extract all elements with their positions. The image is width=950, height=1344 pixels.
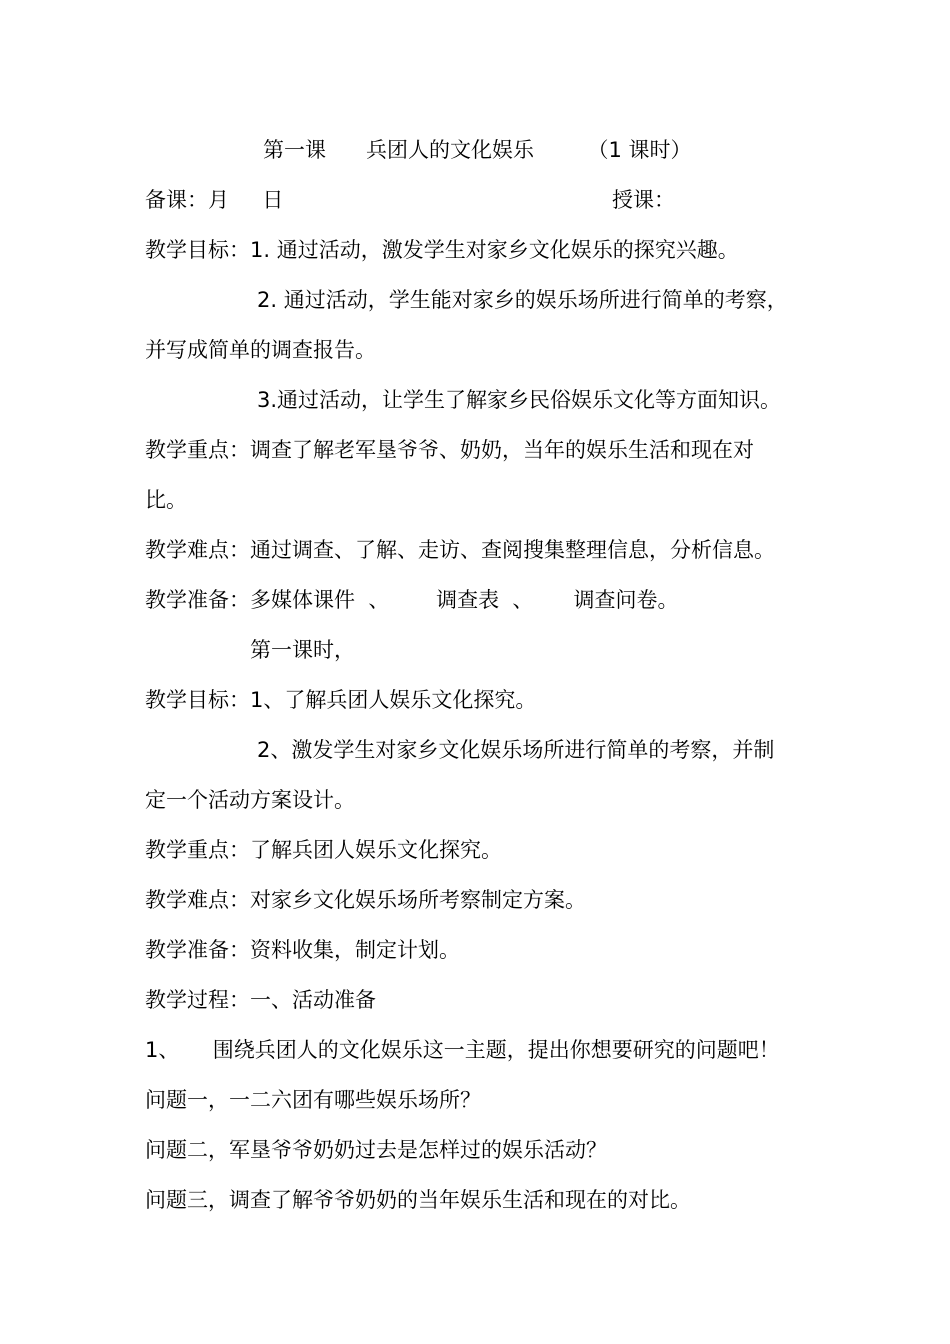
teach-date-label: 授课：: [612, 188, 675, 212]
objective-2-cont: 并写成简单的调查报告。: [145, 338, 376, 362]
period-objective-1: 教学目标：1、了解兵团人娱乐文化探究。: [145, 688, 537, 712]
period-objective-2: 2、激发学生对家乡文化娱乐场所进行简单的考察，并制: [257, 738, 775, 762]
objective-3: 3.通过活动，让学生了解家乡民俗娱乐文化等方面知识。: [257, 388, 782, 412]
period-key-point: 教学重点：了解兵团人娱乐文化探究。: [145, 838, 502, 862]
first-period-heading: 第一课时，: [250, 638, 355, 662]
teaching-process: 教学过程：一、活动准备: [145, 988, 376, 1012]
key-point: 教学重点：调查了解老军垦爷爷、奶奶，当年的娱乐生活和现在对: [145, 438, 754, 462]
preparation: 教学准备：多媒体课件 、 调查表 、 调查问卷。: [145, 588, 679, 612]
process-item-1: 1、 围绕兵团人的文化娱乐这一主题，提出你想要研究的问题吧！: [145, 1038, 780, 1062]
lesson-title: 第一课 兵团人的文化娱乐 （1 课时）: [263, 138, 692, 162]
period-difficulty: 教学难点：对家乡文化娱乐场所考察制定方案。: [145, 888, 586, 912]
question-2: 问题二，军垦爷爷奶奶过去是怎样过的娱乐活动？: [145, 1138, 607, 1162]
objective-1: 教学目标：1. 通过活动，激发学生对家乡文化娱乐的探究兴趣。: [145, 238, 739, 262]
question-3: 问题三，调查了解爷爷奶奶的当年娱乐生活和现在的对比。: [145, 1188, 691, 1212]
objective-2: 2. 通过活动，学生能对家乡的娱乐场所进行简单的考察，: [257, 288, 788, 312]
period-objective-2-cont: 定一个活动方案设计。: [145, 788, 355, 812]
question-1: 问题一，一二六团有哪些娱乐场所？: [145, 1088, 481, 1112]
period-preparation: 教学准备：资料收集，制定计划。: [145, 938, 460, 962]
prep-date: 备课：月 日: [145, 188, 284, 212]
key-point-cont: 比。: [145, 488, 187, 512]
difficulty: 教学难点：通过调查、了解、走访、查阅搜集整理信息，分析信息。: [145, 538, 775, 562]
